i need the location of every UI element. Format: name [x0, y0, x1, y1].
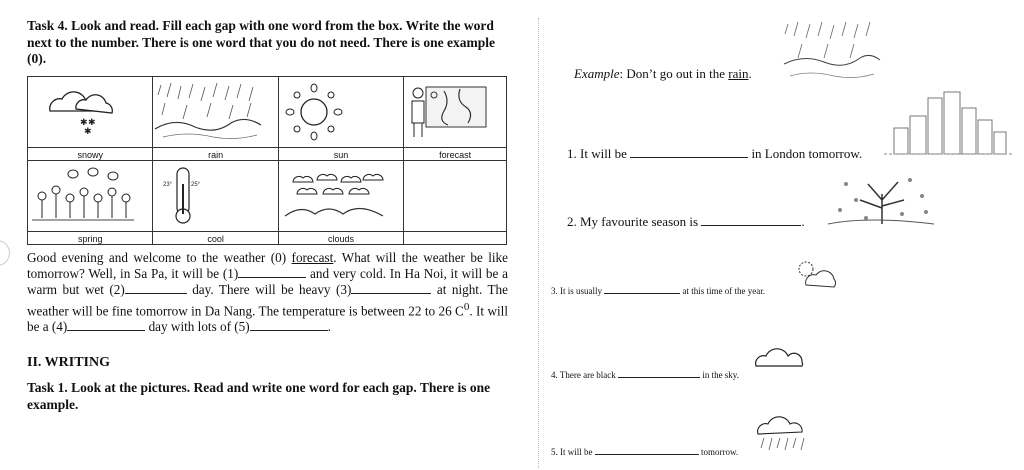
heavy-rain-icon	[153, 81, 263, 143]
answer-gap-5[interactable]	[595, 447, 699, 455]
gap-3[interactable]	[351, 283, 431, 294]
empty-cell	[404, 161, 507, 232]
answer-gap-3[interactable]	[604, 286, 680, 294]
word-sun: sun	[278, 148, 403, 161]
word-rain: rain	[153, 148, 278, 161]
weather-passage: Good evening and welcome to the weather (0) forecast. What will the weather be like tomorrow? Well, in Sa Pa, it will be (1) and very cold. In Ha Noi, it will be a warm but wet (2) day. There will be heavy (3) at night. The weather will be fine tomorrow in Da Nang. The temperature is between 22 to 26 $C^0$. It will be a (4) day with lots of (5) .	[27, 250, 509, 335]
gap-1[interactable]	[238, 267, 306, 278]
answer-gap-1[interactable]	[630, 147, 748, 158]
sun-cloud-icon	[790, 255, 840, 291]
gap-5[interactable]	[250, 320, 328, 331]
answer-gap-2[interactable]	[701, 215, 801, 226]
clouds-picture	[278, 161, 403, 232]
word-box-table	[27, 76, 507, 245]
sun-picture	[278, 77, 403, 148]
example-sentence: Example: Don’t go out in the rain.	[574, 66, 752, 81]
column-divider	[538, 18, 539, 468]
autumn-tree-icon	[826, 160, 936, 228]
thermometer-icon	[153, 166, 213, 226]
thermo-right-mark: 25°	[191, 182, 201, 188]
rain-icon	[782, 20, 882, 82]
page-edge-arc	[0, 240, 10, 266]
snow-cloud-icon	[28, 81, 128, 143]
task4-instructions: Task 4. Look and read. Fill each gap with one word from the box. Write the word next to the number. There is one word that you do not need. There is one example (0).	[27, 18, 496, 66]
empty-label-cell	[404, 232, 507, 245]
sentence-2: 2. My favourite season is .	[567, 214, 805, 229]
sun-icon	[279, 81, 349, 143]
gap-2[interactable]	[125, 283, 187, 294]
sentence-1: 1. It will be in London tomorrow.	[567, 146, 863, 161]
word-clouds: clouds	[278, 232, 403, 245]
gap-4[interactable]	[67, 320, 145, 331]
svg-text:✱: ✱	[84, 126, 92, 136]
sentence-5: 5. It will be tomorrow.	[551, 447, 739, 457]
word-snowy: snowy	[28, 148, 153, 161]
spring-picture	[28, 161, 153, 232]
snowy-picture	[28, 77, 153, 148]
sentence-3: 3. It is usually at this time of the year.	[551, 286, 765, 296]
writing-task1-instructions: Task 1. Look at the pictures. Read and write one word for each gap. There is one example.	[27, 380, 491, 412]
sentence-4: 4. There are black in the sky.	[551, 370, 739, 380]
dark-cloud-icon	[752, 344, 808, 372]
word-spring: spring	[28, 232, 153, 245]
forecast-picture	[404, 77, 507, 148]
word-forecast: forecast	[404, 148, 507, 161]
svg-text:✱: ✱	[88, 117, 96, 127]
city-skyline-icon	[884, 88, 1014, 158]
flowers-icon	[28, 166, 138, 226]
rain-cloud-icon	[752, 416, 810, 456]
weather-presenter-icon	[404, 81, 494, 143]
svg-text:✱: ✱	[80, 117, 88, 127]
word-cool: cool	[153, 232, 278, 245]
rain-picture	[153, 77, 278, 148]
clouds-icon	[279, 166, 389, 226]
answer-gap-4[interactable]	[618, 370, 700, 378]
writing-header: II. WRITING	[27, 355, 110, 370]
cool-picture	[153, 161, 278, 232]
example-answer-forecast: forecast	[291, 250, 334, 265]
example-answer-rain: rain	[728, 66, 749, 81]
thermo-left-mark: 23°	[163, 182, 173, 188]
